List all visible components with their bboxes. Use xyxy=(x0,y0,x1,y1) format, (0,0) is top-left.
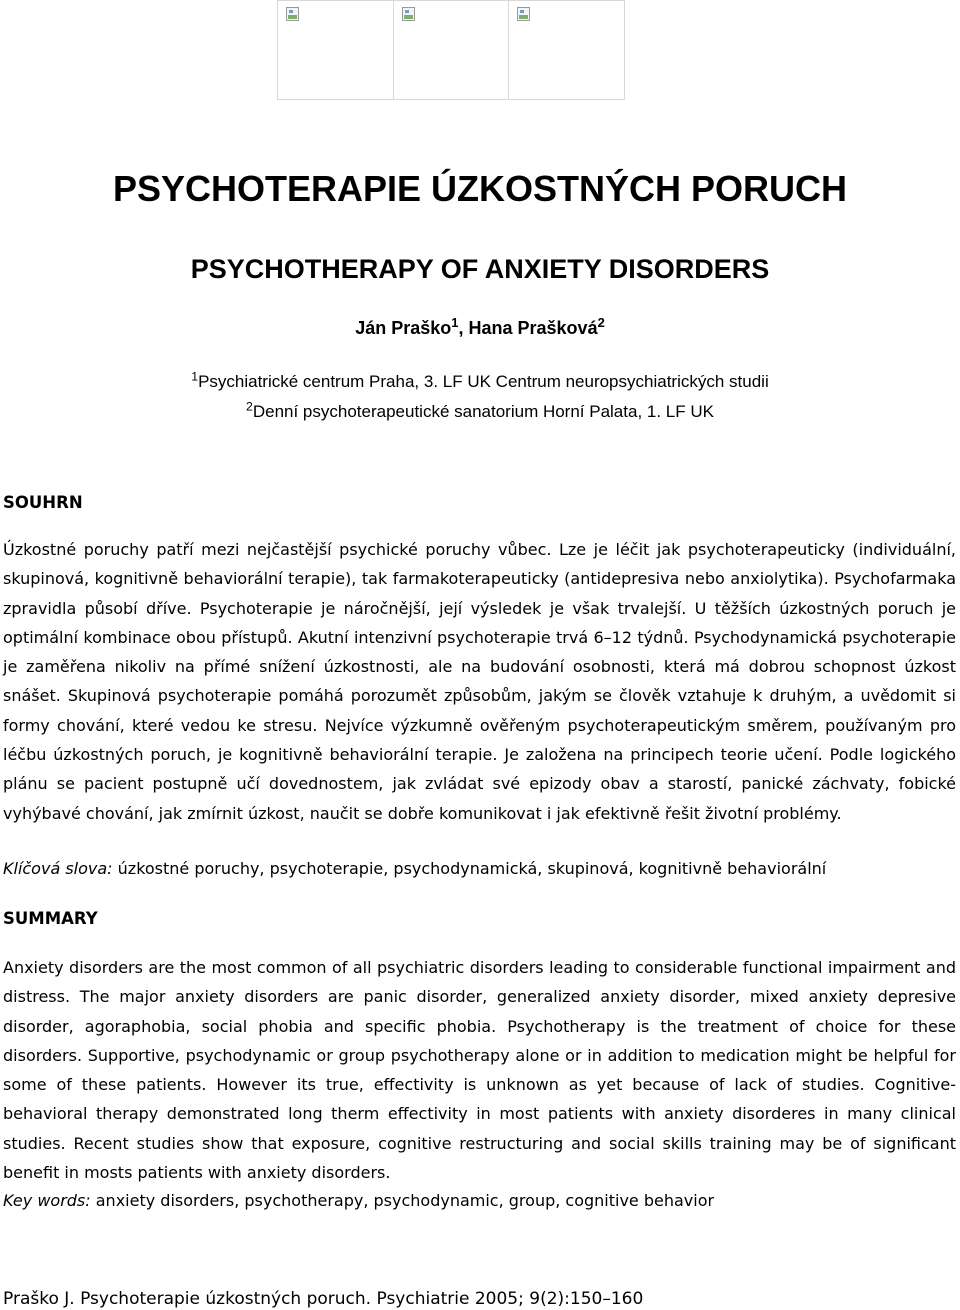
paper-subtitle: PSYCHOTHERAPY OF ANXIETY DISORDERS xyxy=(190,254,770,284)
summary-heading: SUMMARY xyxy=(3,909,98,928)
keywords-label: Key words: xyxy=(3,1191,91,1210)
logo-box xyxy=(278,1,394,99)
image-placeholder-icon xyxy=(517,7,530,21)
author-list xyxy=(0,314,960,339)
logo-box xyxy=(394,1,510,99)
citation: Praško J. Psychoterapie úzkostných poruch. Psychiatrie 2005; 9(2):150–160 xyxy=(3,1289,644,1309)
author-name: Hana Prašková xyxy=(468,318,598,338)
logo-box xyxy=(509,1,624,99)
keywords-text: úzkostné poruchy, psychoterapie, psychodynamická, skupinová, kognitivně behaviorální xyxy=(117,859,827,878)
souhrn-abstract: Úzkostné poruchy patří mezi nejčastější psychické poruchy vůbec. Lze je léčit jak psychoterapeuticky (individuální, skupinová, kognitivně behaviorální terapie), tak farmakoterapeuticky (antidepresiva nebo anxiolytika). Psychofarmaka zpravidla působí dříve. Psychoterapie je náročnější, její výsledek je však trvalejší. U těžších úzkostných poruch je optimální kombinace obou přístupů. Akutní intenzivní psychoterapie trvá 6–12 týdnů. Psychodynamická psychoterapie je zaměřena nikoliv na přímé snížení úzkostnosti, ale na budování osobnosti, která má dobrou schopnost úzkost snášet. Skupinová psychoterapie pomáhá porozumět způsobům, jakým se člověk vztahuje k druhým, a uvědomit si formy chování, které vedou ke stresu. Nejvíce výzkumně ověřeným psychoterapeutickým směrem, používaným pro léčbu úzkostných poruch, je kognitivně behaviorální terapie. Je založena na principech teorie učení. Podle logického plánu se pacient postupně učí dovednostem, jak zvládat své epizody obav a starostí, panické záchvaty, fobické vyhýbavé chování, jak zmírnit úzkost, naučit se dobře komunikovat i jak efektivně řešit životní problémy. xyxy=(3,540,956,823)
souhrn-keywords xyxy=(3,859,956,878)
affiliation-text: Psychiatrické centrum Praha, 3. LF UK Centrum neuropsychiatrických studii xyxy=(198,372,769,391)
affiliation xyxy=(0,399,960,422)
keywords-label: Klíčová slova: xyxy=(3,859,113,878)
image-placeholder-icon xyxy=(286,7,299,21)
logo-strip xyxy=(277,0,625,100)
affiliation-mark: 1 xyxy=(191,369,199,384)
author-separator: , xyxy=(458,318,469,338)
souhrn-heading: SOUHRN xyxy=(3,493,83,512)
summary-abstract: Anxiety disorders are the most common of all psychiatric disorders leading to considerable functional impairment and distress. The major anxiety disorders are panic disorder, generalized anxiety disorder, mixed anxiety depresive disorder, agoraphobia, social phobia and specific phobia. Psychotherapy is the treatment of choice for these disorders. Supportive, psychodynamic or group psychotherapy alone or in addition to medication might be helpful for some of these patients. However its true, effectivity is unknown as yet because of lack of studies. Cognitive-behavioral therapy demonstrated long therm effectivity in most patients with anxiety disorderes in many clinical studies. Recent studies show that exposure, cognitive restructuring and social skills training may be of significant benefit in mosts patients with anxiety disorders. xyxy=(3,958,956,1183)
author-affiliation-mark: 2 xyxy=(597,314,605,330)
summary-keywords xyxy=(3,1191,956,1210)
keywords-text: anxiety disorders, psychotherapy, psychodynamic, group, cognitive behavior xyxy=(95,1191,715,1210)
affiliation-text: Denní psychoterapeutické sanatorium Horní Palata, 1. LF UK xyxy=(252,402,714,421)
paper-title: PSYCHOTERAPIE ÚZKOSTNÝCH PORUCH xyxy=(112,168,848,209)
author-affiliation-mark: 1 xyxy=(451,314,459,330)
affiliation-mark: 2 xyxy=(246,399,253,414)
image-placeholder-icon xyxy=(402,7,415,21)
author-name: Ján Praško xyxy=(355,318,452,338)
affiliation xyxy=(0,369,960,392)
